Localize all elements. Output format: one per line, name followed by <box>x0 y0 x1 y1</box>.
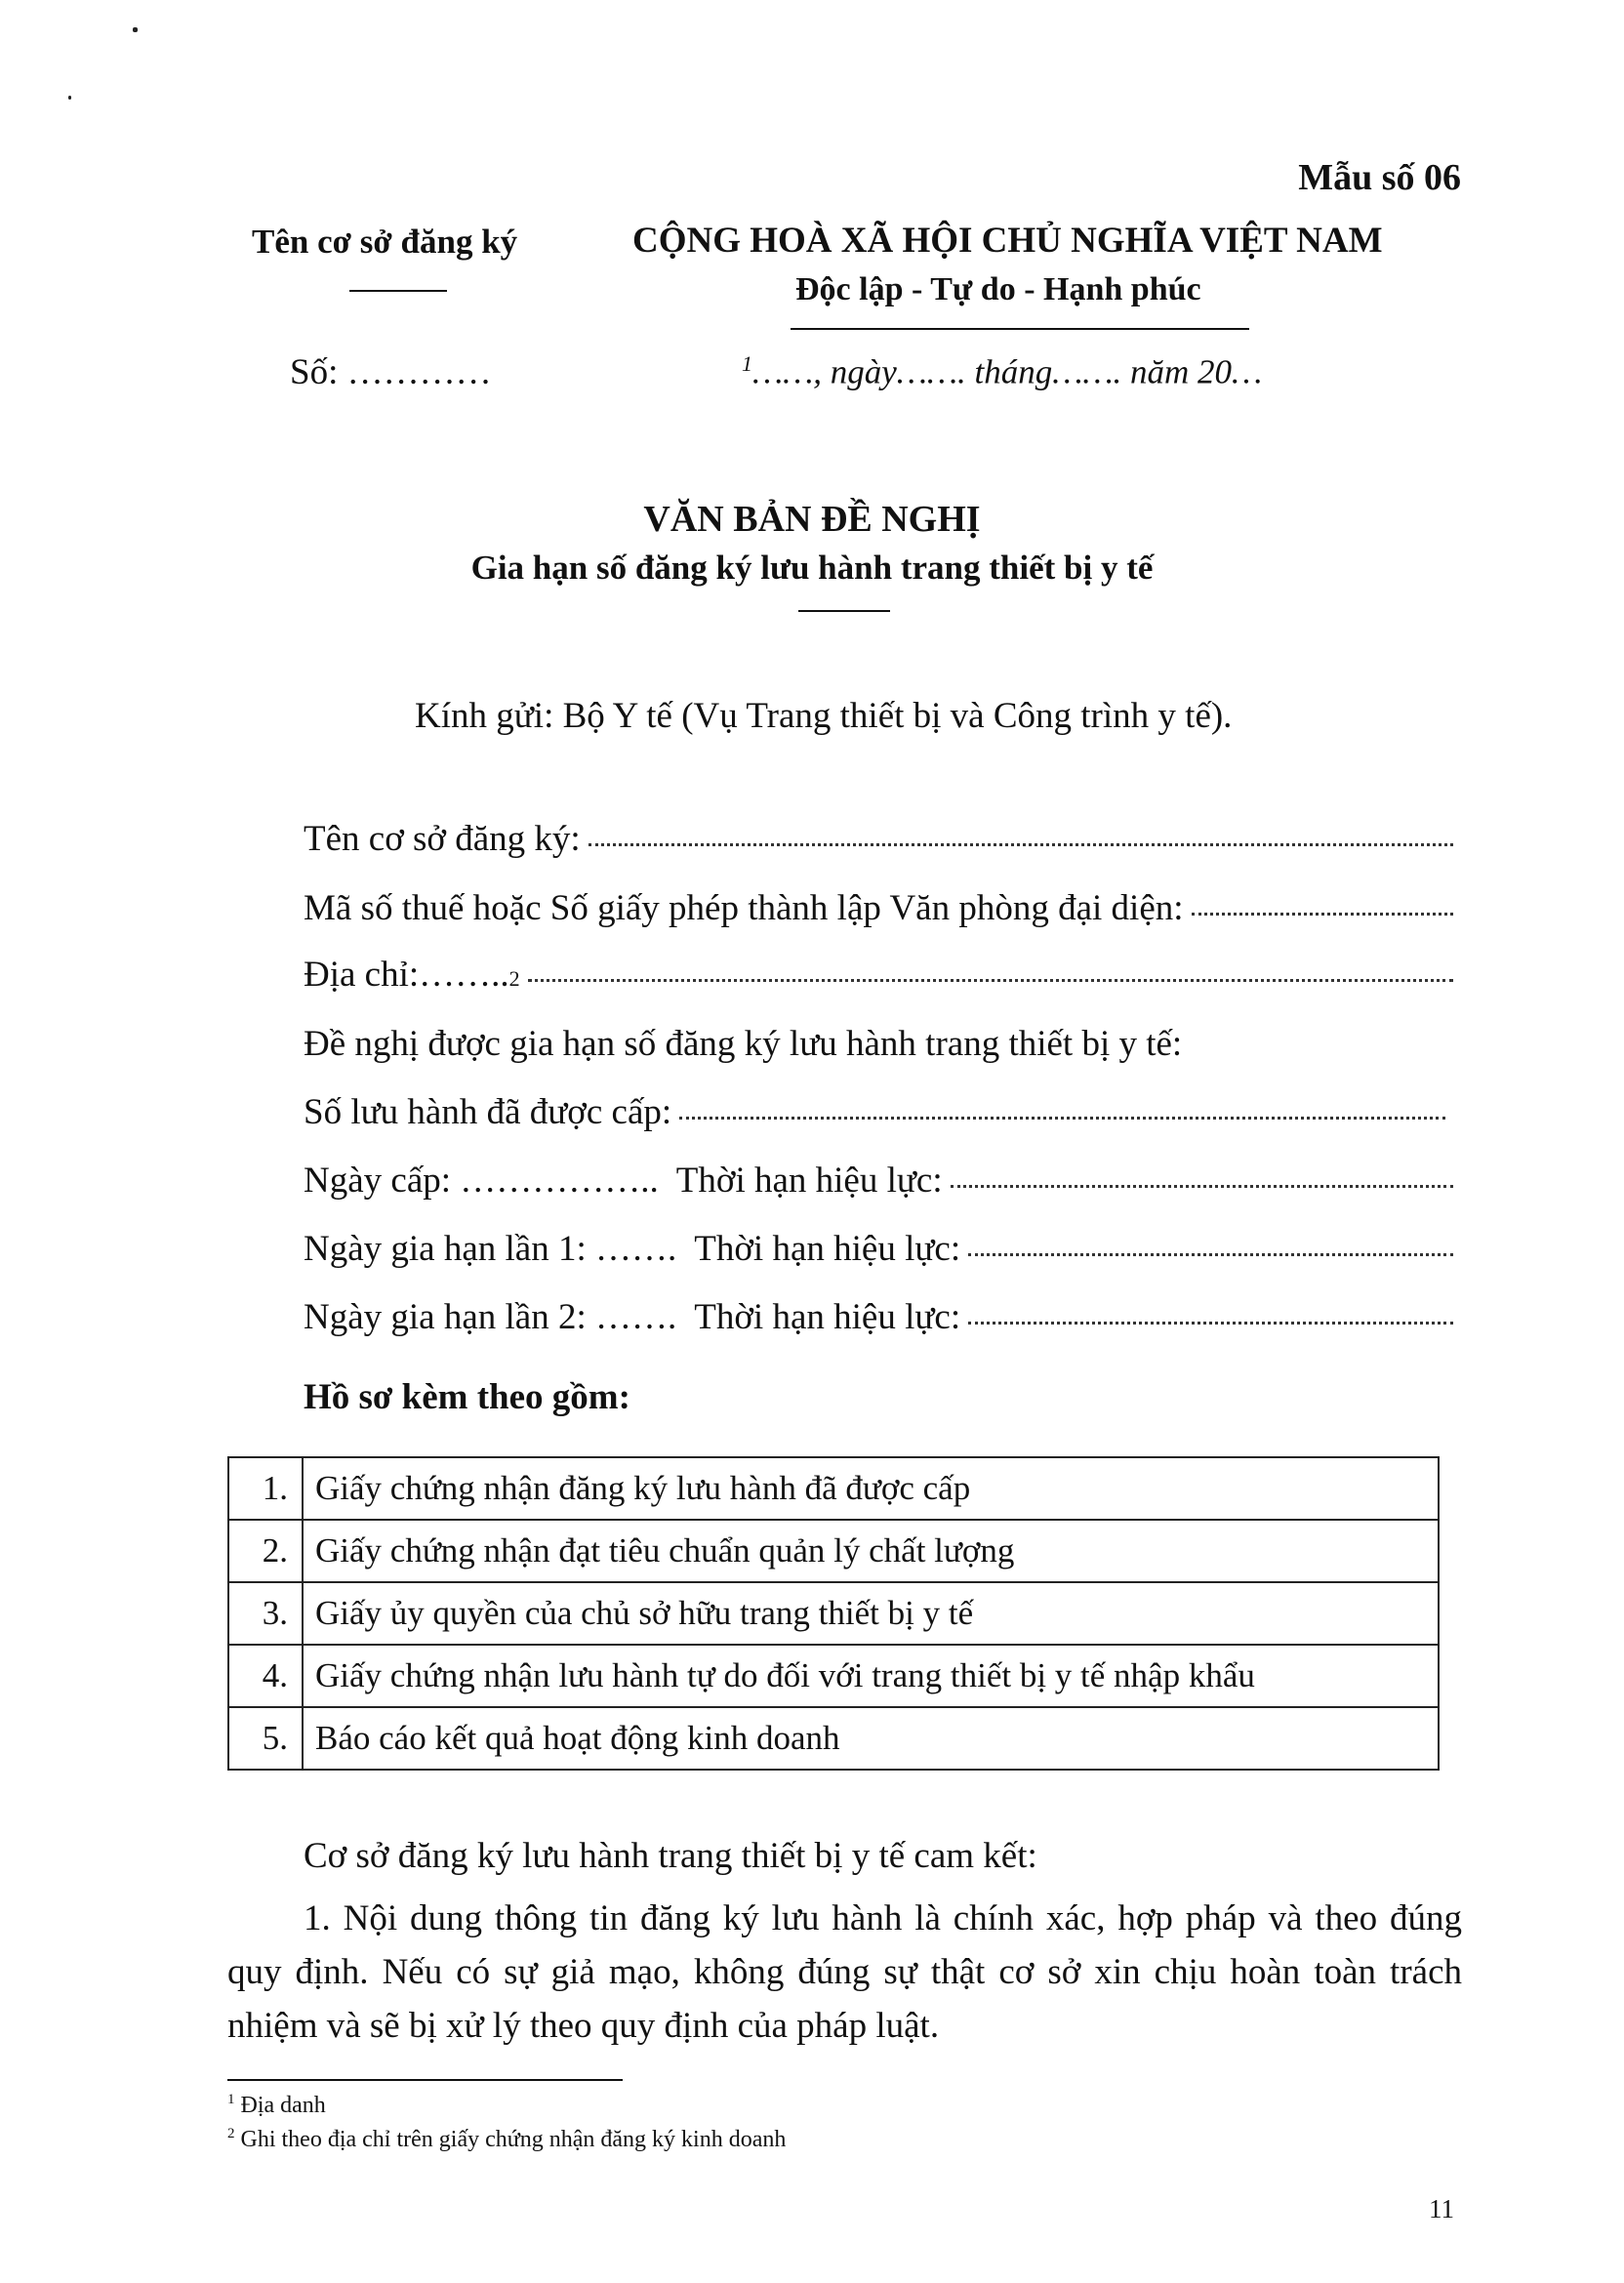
field-renewal-2 <box>304 1296 1453 1338</box>
fill-in-line <box>951 1185 1453 1188</box>
row-text: Giấy ủy quyền của chủ sở hữu trang thiết bị y tế <box>303 1582 1439 1645</box>
table-row <box>228 1645 1439 1707</box>
footnote-ref: 2 <box>508 966 520 991</box>
title-underline <box>798 610 890 612</box>
motto: Độc lập - Tự do - Hạnh phúc <box>795 271 1201 307</box>
motto-underline <box>791 328 1249 330</box>
row-text: Giấy chứng nhận đạt tiêu chuẩn quản lý chất lượng <box>303 1520 1439 1582</box>
table-row <box>228 1520 1439 1582</box>
fill-in-line <box>528 979 1453 982</box>
form-number: Mẫu số 06 <box>1298 157 1461 198</box>
attachments-table <box>227 1456 1440 1771</box>
field-issue-date <box>304 1160 1453 1202</box>
row-text: Báo cáo kết quả hoạt động kinh doanh <box>303 1707 1439 1770</box>
footnote-separator <box>227 2079 623 2081</box>
scan-mark <box>133 27 138 32</box>
scan-mark <box>68 96 71 100</box>
field-label: Tên cơ sở đăng ký: <box>304 819 581 859</box>
nation-heading: CỘNG HOÀ XÃ HỘI CHỦ NGHĨA VIỆT NAM <box>632 221 1383 261</box>
attachments-heading: Hồ sơ kèm theo gồm: <box>304 1377 630 1417</box>
field-label: Mã số thuế hoặc Số giấy phép thành lập Văn phòng đại diện: <box>304 888 1184 928</box>
field-request <box>304 1023 1182 1065</box>
footnote-text: Ghi theo địa chỉ trên giấy chứng nhận đăng ký kinh doanh <box>240 2127 787 2152</box>
row-number: 2. <box>228 1520 303 1582</box>
org-label: Tên cơ sở đăng ký <box>252 223 518 261</box>
field-address <box>304 954 1453 996</box>
field-label: Ngày gia hạn lần 2: ……. <box>304 1297 677 1337</box>
document-number: Số: ………… <box>290 352 492 392</box>
validity-label: Thời hạn hiệu lực: <box>675 1161 943 1201</box>
commitment-item-1: 1. Nội dung thông tin đăng ký lưu hành là chính xác, hợp pháp và theo đúng quy định. Nếu có sự giả mạo, không đúng sự thật cơ sở xin chịu hoàn toàn trách nhiệm và sẽ bị xử lý theo quy định của pháp luật. <box>227 1898 1462 2046</box>
date-text: ……, ngày……. tháng……. năm 20… <box>752 352 1263 391</box>
document-subtitle: Gia hạn số đăng ký lưu hành trang thiết bị y tế <box>470 549 1154 587</box>
validity-label: Thời hạn hiệu lực: <box>694 1297 961 1337</box>
footnote-marker: 1 <box>227 2092 235 2107</box>
field-tax-code <box>304 887 1453 929</box>
fill-in-line <box>968 1322 1453 1325</box>
page-number: 11 <box>1429 2194 1454 2223</box>
fill-in-line <box>1192 913 1453 916</box>
validity-label: Thời hạn hiệu lực: <box>694 1229 961 1269</box>
field-org-name <box>304 818 1453 860</box>
field-label: Ngày cấp: …………….. <box>304 1161 659 1201</box>
org-underline <box>349 290 447 292</box>
document-title: VĂN BẢN ĐỀ NGHỊ <box>643 499 981 540</box>
row-number: 3. <box>228 1582 303 1645</box>
fill-in-line <box>968 1253 1453 1256</box>
table-row <box>228 1582 1439 1645</box>
footnote-1 <box>227 2092 326 2119</box>
field-label: Số lưu hành đã được cấp: <box>304 1092 672 1132</box>
table-row <box>228 1457 1439 1520</box>
field-label: Đề nghị được gia hạn số đăng ký lưu hành trang thiết bị y tế: <box>304 1024 1183 1064</box>
row-number: 4. <box>228 1645 303 1707</box>
field-label: Ngày gia hạn lần 1: ……. <box>304 1229 677 1269</box>
row-text: Giấy chứng nhận đăng ký lưu hành đã được cấp <box>303 1457 1439 1520</box>
footnote-marker: 2 <box>227 2126 235 2141</box>
row-number: 5. <box>228 1707 303 1770</box>
footnote-ref: 1 <box>742 351 752 376</box>
fill-in-line <box>589 843 1453 846</box>
footnote-text: Địa danh <box>240 2093 326 2118</box>
fill-in-line <box>679 1117 1445 1120</box>
row-number: 1. <box>228 1457 303 1520</box>
table-row <box>228 1707 1439 1770</box>
date-line <box>742 351 1262 392</box>
commitment-intro: Cơ sở đăng ký lưu hành trang thiết bị y tế cam kết: <box>304 1836 1037 1876</box>
field-renewal-1 <box>304 1228 1453 1270</box>
field-reg-number <box>304 1091 1445 1133</box>
row-text: Giấy chứng nhận lưu hành tự do đối với trang thiết bị y tế nhập khẩu <box>303 1645 1439 1707</box>
field-label: Địa chỉ:…….. <box>304 955 509 995</box>
recipient: Kính gửi: Bộ Y tế (Vụ Trang thiết bị và Công trình y tế). <box>415 696 1233 736</box>
footnote-2 <box>227 2126 786 2153</box>
